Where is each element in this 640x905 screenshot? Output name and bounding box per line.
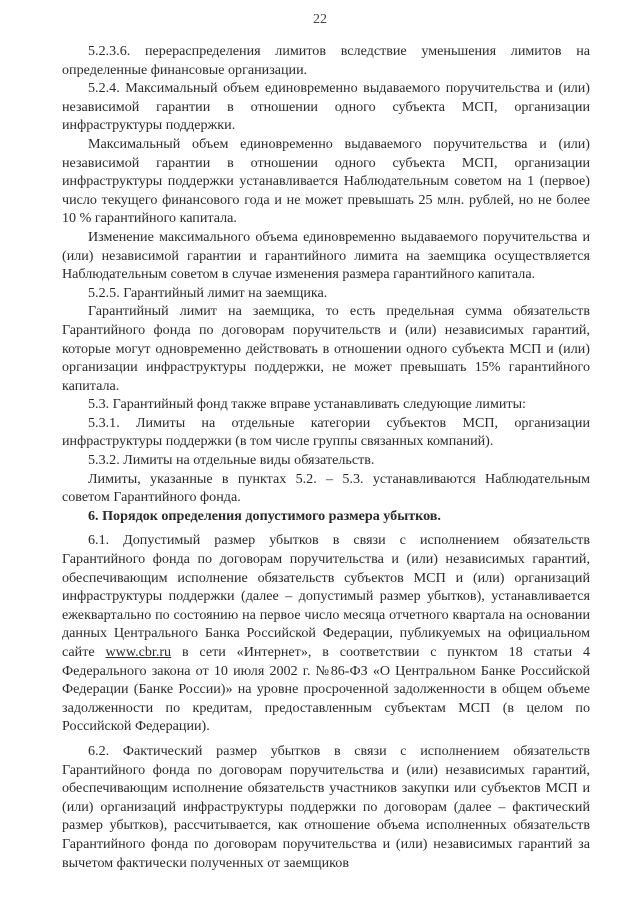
paragraph-6-1-text-start: 6.1. Допустимый размер убытков в связи с исполнением обязательств Гарантийного фонда по договорам поручительства и (или) независимых гарантий, обеспечивающим исполнение обязательств субъектов МСП и (или) организаций инфраструктуры поддержки (далее – допустимый размер убытков), устанавливается ежеквартально по состоянию на первое число месяца отчетного квартала на основании данных Центрального Банка Российской Федерации, публикуемых на официальном сайте (62, 532, 590, 660)
paragraph-limits-note: Лимиты, указанные в пунктах 5.2. – 5.3. устанавливаются Наблюдательным советом Гарантийного фонда. (62, 470, 590, 506)
document-body (62, 42, 590, 872)
section-heading-6: 6. Порядок определения допустимого размера убытков. (88, 507, 441, 524)
page-number: 22 (313, 12, 327, 27)
paragraph-change-of-volume: Изменение максимального объема единовременно выдаваемого поручительства и (или) независимой гарантии и гарантийного лимита на заемщика осуществляется Наблюдательным советом в случае изменения размера гарантийного капитала. (62, 228, 590, 283)
paragraph-6-1 (62, 531, 590, 736)
paragraph-5-3-2: 5.3.2. Лимиты на отдельные виды обязательств. (88, 452, 375, 469)
paragraph-6-2: 6.2. Фактический размер убытков в связи с исполнением обязательств Гарантийного фонда по договорам поручительства и (или) независимых гарантий, обеспечивающим исполнение обязательств участников закупки или субъектов МСП и (или) организаций инфраструктуры поддержки по договорам (далее – фактический размер убытков), рассчитывается, как отношение объема исполненных обязательств Гарантийного фонда по договорам поручительства и (или) независимых гарантий за вычетом фактически полученных от заемщиков (62, 742, 590, 871)
paragraph-borrower-limit: Гарантийный лимит на заемщика, то есть предельная сумма обязательств Гарантийного фонда по договорам поручительств и (или) независимых гарантий, которые могут одновременно действовать в отношении одного субъекта МСП и (или) организации инфраструктуры поддержки, не может превышать 15% гарантийного капитала. (62, 303, 590, 394)
cbr-link[interactable]: www.cbr.ru (105, 644, 172, 660)
paragraph-6-1-text-end: в сети «Интернет», в соответствии с пунктом 18 статьи 4 Федерального закона от 10 июля 2002 г. №86-ФЗ «О Центральном Банке Российской Федерации (Банке России)» на уровне просроченной задолженности в общем объеме задолженности по кредитам, предоставленным субъектам МСП (в целом по Российской Федерации). (62, 644, 590, 735)
paragraph-5-2-3-6: 5.2.3.6. перераспределения лимитов вследствие уменьшения лимитов на определенные финансовые организации. (62, 43, 590, 78)
paragraph-5-2-4: 5.2.4. Максимальный объем единовременно выдаваемого поручительства и (или) независимой гарантии в отношении одного субъекта МСП, организации инфраструктуры поддержки. (62, 80, 590, 134)
paragraph-5-3: 5.3. Гарантийный фонд также вправе устанавливать следующие лимиты: (88, 396, 526, 413)
paragraph-max-guarantee-volume: Максимальный объем единовременно выдаваемого поручительства и (или) независимой гарантии в отношении одного субъекта МСП, организации инфраструктуры поддержки устанавливается Наблюдательным советом на 1 (первое) число текущего финансового года и не может превышать 25 млн. рублей, но не более 10 % гарантийного капитала. (62, 135, 590, 227)
paragraph-5-3-1: 5.3.1. Лимиты на отдельные категории субъектов МСП, организации инфраструктуры поддержки (в том числе группы связанных компаний). (62, 414, 590, 450)
paragraph-5-2-5: 5.2.5. Гарантийный лимит на заемщика. (88, 284, 328, 301)
